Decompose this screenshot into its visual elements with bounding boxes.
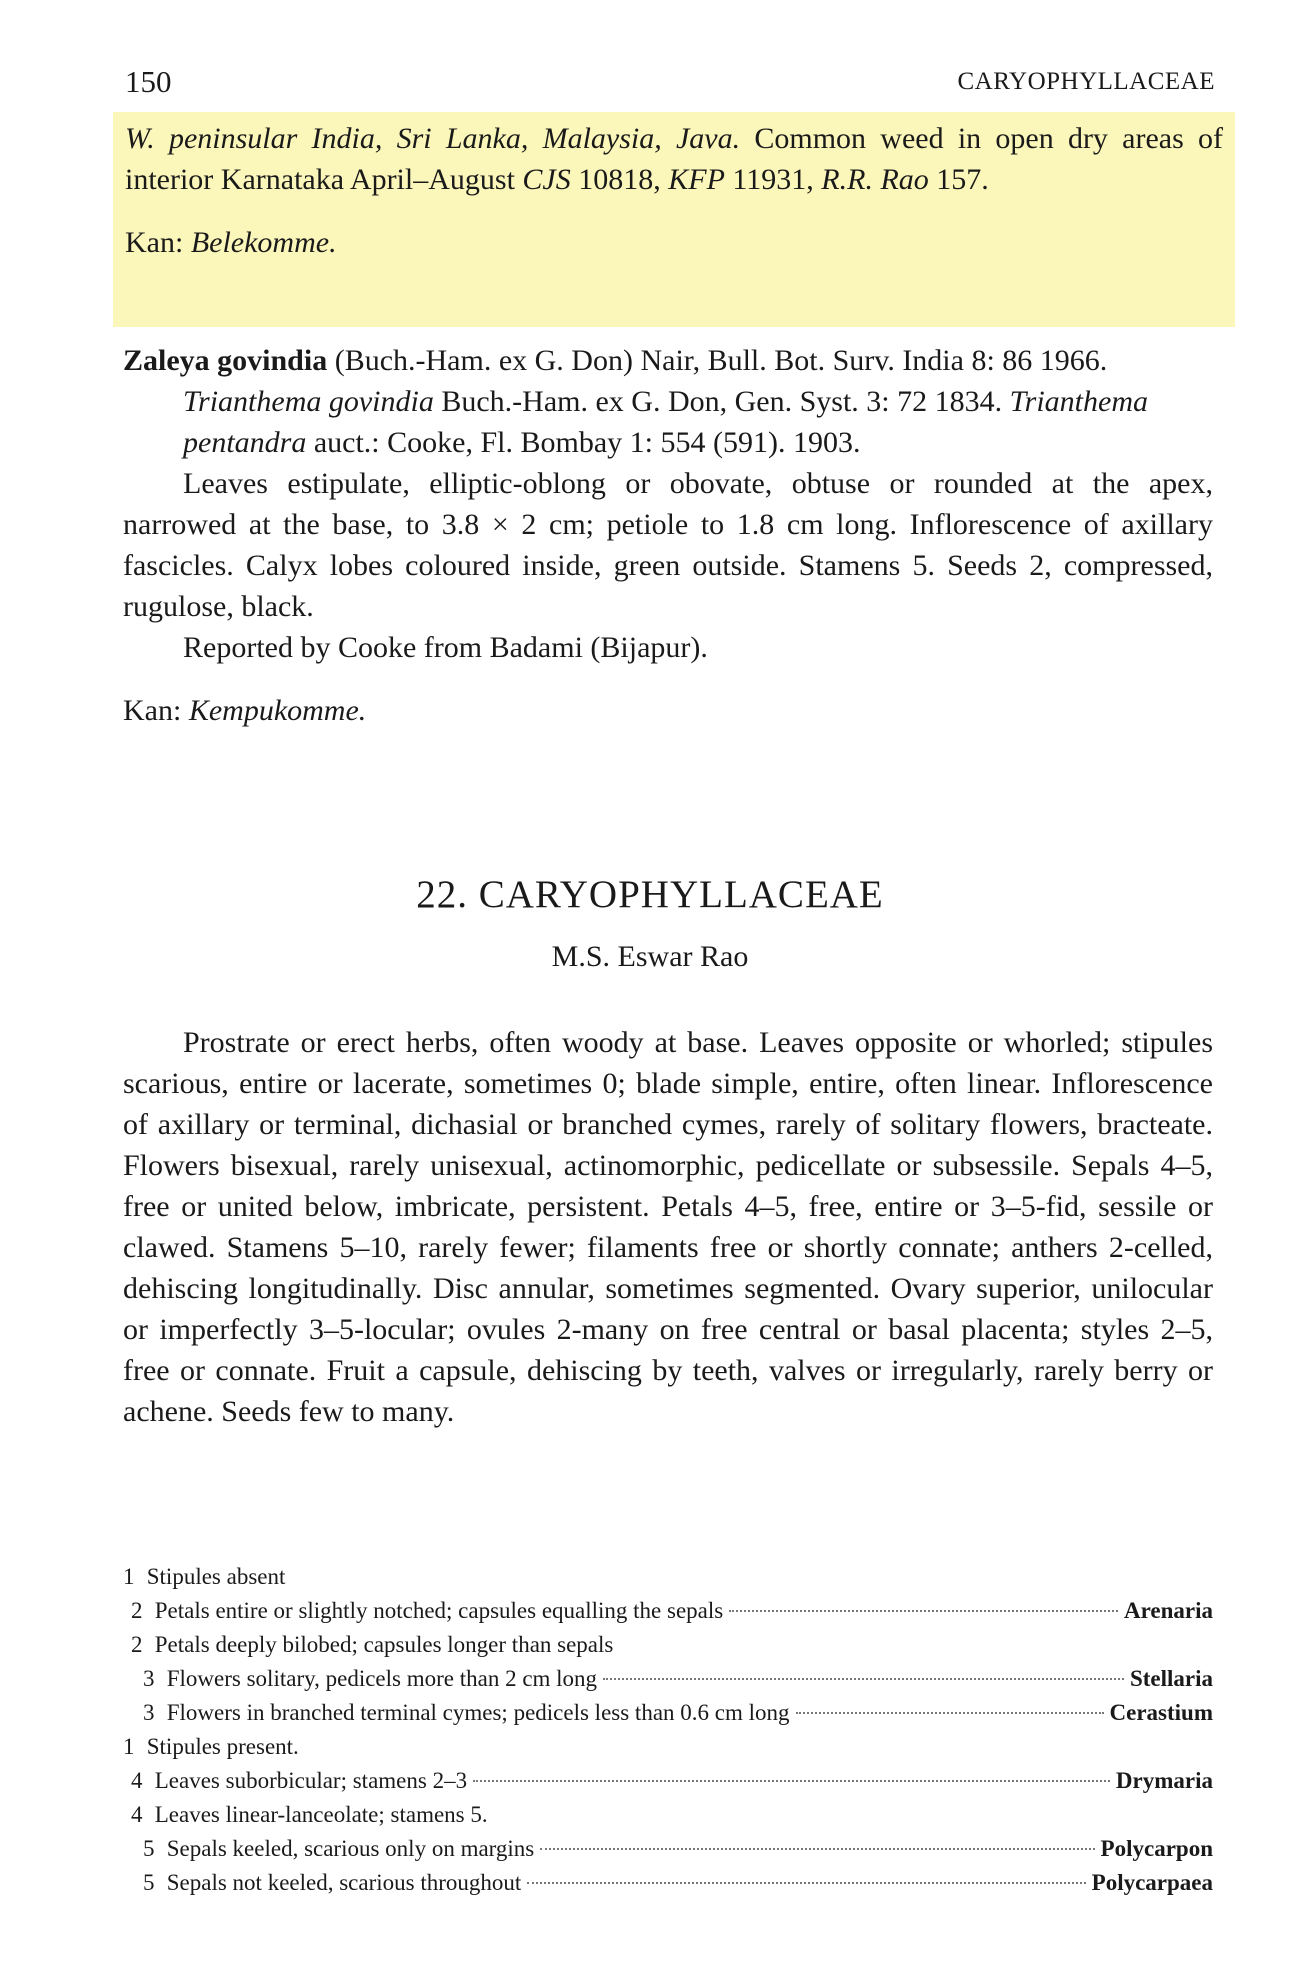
genus-name: Stellaria bbox=[1129, 1666, 1213, 1691]
genus-name: Polycarpon bbox=[1100, 1836, 1213, 1861]
key-row: 3 Flowers in branched terminal cymes; pedicels less than 0.6 cm long Cerastium bbox=[123, 1696, 1213, 1730]
species-name: Zaleya govindia bbox=[123, 344, 328, 377]
genus-name: Cerastium bbox=[1109, 1700, 1213, 1725]
key-row: 1 Stipules absent bbox=[123, 1564, 286, 1589]
key-row: 4 Leaves suborbicular; stamens 2–3 Drymaria bbox=[123, 1764, 1213, 1798]
distribution-paragraph: W. peninsular India, Sri Lanka, Malaysia, Java. Common weed in open dry areas of interior Karnataka April–August CJS 10818, KFP 11931, R.R. Rao 157. bbox=[125, 122, 1224, 196]
identification-key bbox=[123, 1560, 1213, 1900]
key-row: 2 Petals deeply bilobed; capsules longer than sepals bbox=[131, 1632, 614, 1657]
family-author: M.S. Eswar Rao bbox=[551, 940, 749, 973]
species-reported: Reported by Cooke from Badami (Bijapur). bbox=[183, 631, 708, 664]
key-row: 5 Sepals keeled, scarious only on margins Polycarpon bbox=[123, 1832, 1213, 1866]
key-row: 2 Petals entire or slightly notched; capsules equalling the sepals Arenaria bbox=[123, 1594, 1213, 1628]
species-kannada-name: Kan: Kempukomme. bbox=[123, 694, 367, 727]
page-number: 150 bbox=[125, 64, 172, 99]
family-heading: 22. CARYOPHYLLACEAE bbox=[416, 873, 884, 916]
key-row: 1 Stipules present. bbox=[123, 1734, 299, 1759]
family-description: Prostrate or erect herbs, often woody at base. Leaves opposite or whorled; stipules scarious, entire or lacerate, sometimes 0; blade simple, entire, often linear. Inflorescence of axillary or terminal, dichasial or branched cymes, rarely of solitary flowers, bracteate. Flowers bisexual, rarely unisexual, actinomorphic, pedicellate or subsessile. Sepals 4–5, free or united below, imbricate, persistent. Petals 4–5, free, entire or 3–5-fid, sessile or clawed. Stamens 5–10, rarely fewer; filaments free or shortly connate; anthers 2-celled, dehiscing longitudinally. Disc annular, sometimes segmented. Ovary superior, unilocular or imperfectly 3–5-locular; ovules 2-many on free central or basal placenta; styles 2–5, free or connate. Fruit a capsule, dehiscing by teeth, valves or irregularly, rarely berry or achene. Seeds few to many. bbox=[123, 1026, 1213, 1428]
genus-name: Polycarpaea bbox=[1091, 1870, 1213, 1895]
species-description: Leaves estipulate, elliptic-oblong or obovate, obtuse or rounded at the apex, narrowed at the base, to 3.8 × 2 cm; petiole to 1.8 cm long. Inflorescence of axillary fascicles. Calyx lobes coloured inside, green outside. Stamens 5. Seeds 2, compressed, rugulose, black. bbox=[123, 467, 1213, 623]
key-row: 4 Leaves linear-lanceolate; stamens 5. bbox=[131, 1802, 488, 1827]
kannada-name: Kan: Belekomme. bbox=[125, 226, 337, 259]
genus-name: Arenaria bbox=[1123, 1598, 1213, 1623]
key-row: 5 Sepals not keeled, scarious throughout Polycarpaea bbox=[123, 1866, 1213, 1900]
page-header bbox=[125, 64, 1215, 104]
genus-name: Drymaria bbox=[1115, 1768, 1213, 1793]
key-row: 3 Flowers solitary, pedicels more than 2 cm long Stellaria bbox=[123, 1662, 1213, 1696]
species-entry bbox=[123, 340, 1213, 731]
distribution-region: W. peninsular India, Sri Lanka, Malaysia, Java. bbox=[125, 122, 741, 155]
highlighted-passage bbox=[113, 112, 1235, 327]
running-head: CARYOPHYLLACEAE bbox=[957, 68, 1215, 95]
species-citation: Zaleya govindia (Buch.-Ham. ex G. Don) Nair, Bull. Bot. Surv. India 8: 86 1966. Trianthema govindia Buch.-Ham. ex G. Don, Gen. Syst. 3: 72 1834. Trianthema pentandra auct.: Cooke, Fl. Bombay 1: 554 (591). 1903. bbox=[123, 344, 1148, 459]
